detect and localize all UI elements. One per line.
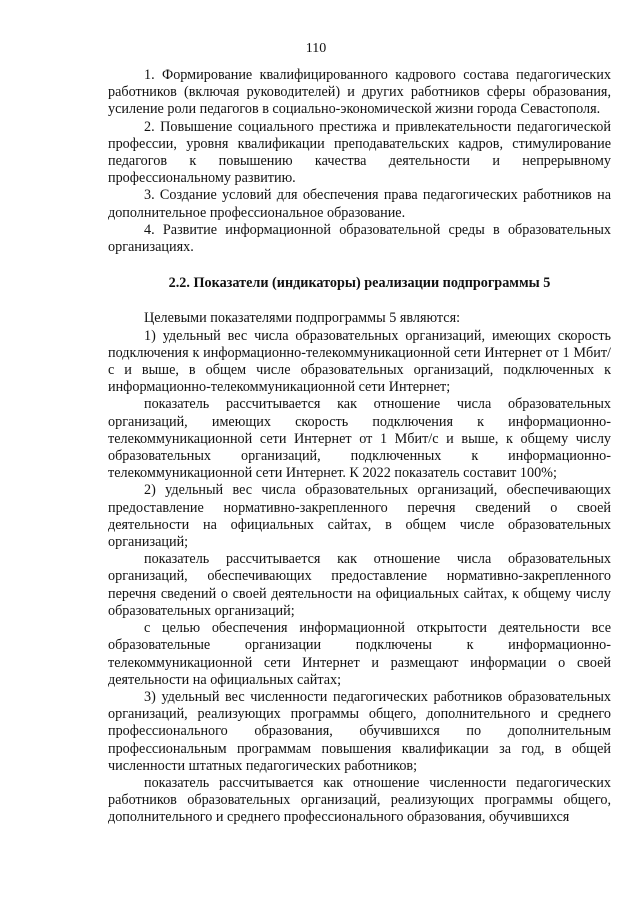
list-item: 1. Формирование квалифицированного кадрового состава педагогических работников (включая руководителей) и других работников сферы образования, усиление роли педагогов в социально-экономической жизни города Севастополя. <box>108 67 611 118</box>
list-item: 2. Повышение социального престижа и привлекательности педагогической профессии, уровня квалификации преподавательских кадров, стимулирование педагогов к повышению качества деятельности и непрерывному профессиональному развитию. <box>108 118 611 187</box>
paragraph: показатель рассчитывается как отношение числа образовательных организаций, имеющих скорость подключения к информационно-телекоммуникационной сети Интернет от 1 Мбит/с и выше, к общему числу образовательных организаций, подключенных к информационно-телекоммуникационной сети Интернет. К 2022 показатель составит 100%; <box>108 396 611 482</box>
list-item: 3. Создание условий для обеспечения права педагогических работников на дополнительное профессиональное образование. <box>108 187 611 221</box>
paragraph: показатель рассчитывается как отношение числа образовательных организаций, обеспечивающих предоставление нормативно-закрепленного перечня сведений о своей деятельности на официальных сайтах, к общему числу образовательных организаций; <box>108 551 611 619</box>
paragraph: 2) удельный вес числа образовательных организаций, обеспечивающих предоставление нормативно-закрепленного перечня сведений о своей деятельности на официальных сайтах, в общем числе образовательных организаций; <box>108 482 611 551</box>
intro-paragraph: Целевыми показателями подпрограммы 5 являются: <box>144 310 461 327</box>
list-item: 4. Развитие информационной образовательной среды в образовательных организациях. <box>108 221 611 256</box>
paragraph: показатель рассчитывается как отношение численности педагогических работников образовательных организаций, реализующих программы общего, дополнительного и среднего профессионального образования, обучившихся <box>108 774 611 826</box>
paragraph: 3) удельный вес численности педагогических работников образовательных организаций, реализующих программы общего, дополнительного и среднего профессионального образования, обучившихся по дополнительным профессиональным программам повышения квалификации за год, в общей численности штатных педагогических работников; <box>108 688 611 774</box>
document-body <box>108 67 611 827</box>
page-number: 110 <box>305 41 327 56</box>
paragraph: с целью обеспечения информационной открытости деятельности все образовательные организации подключены к информационно-телекоммуникационной сети Интернет и размещают информации о своей деятельности на официальных сайтах; <box>108 620 611 688</box>
section-heading: 2.2. Показатели (индикаторы) реализации подпрограммы 5 <box>168 275 551 292</box>
paragraph: 1) удельный вес числа образовательных организаций, имеющих скорость подключения к информационно-телекоммуникационной сети Интернет от 1 Мбит/с и выше, в общем числе образовательных организаций, подключенных к информационно-телекоммуникационной сети Интернет; <box>108 327 611 396</box>
